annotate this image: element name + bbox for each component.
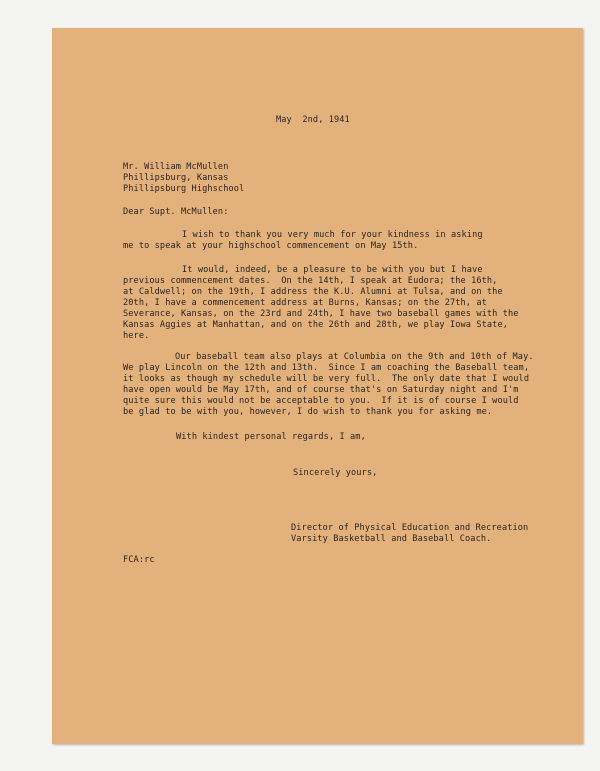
paragraph-line: here. bbox=[123, 331, 150, 341]
paragraph-line: Kansas Aggies at Manhattan, and on the 26th and 28th, we play Iowa State, bbox=[123, 320, 508, 330]
paragraph-line: We play Lincoln on the 12th and 13th. Since I am coaching the Baseball team, bbox=[123, 363, 530, 373]
signature-line: Director of Physical Education and Recreation bbox=[291, 523, 529, 533]
typist-initials: FCA:rc bbox=[123, 555, 155, 565]
regards-line: With kindest personal regards, I am, bbox=[176, 432, 366, 442]
paragraph-3 bbox=[123, 352, 534, 418]
paragraph-line: it looks as though my schedule will be very full. The only date that I would bbox=[123, 374, 530, 384]
paragraph-line: Our baseball team also plays at Columbia on the 9th and 10th of May. bbox=[175, 352, 534, 362]
paragraph-line: quite sure this would not be acceptable to you. If it is of course I would bbox=[123, 396, 519, 406]
paragraph-line: be glad to be with you, however, I do wish to thank you for asking me. bbox=[123, 407, 493, 417]
paragraph-line: Severance, Kansas, on the 23rd and 24th, I have two baseball games with the bbox=[123, 309, 519, 319]
letter-date: May 2nd, 1941 bbox=[276, 115, 350, 125]
address-line: Mr. William McMullen bbox=[123, 162, 229, 172]
address-line: Phillipsburg Highschool bbox=[123, 184, 245, 194]
paragraph-1 bbox=[123, 230, 483, 252]
paragraph-line: previous commencement dates. On the 14th, I speak at Eudora; the 16th, bbox=[123, 276, 498, 286]
address-line: Phillipsburg, Kansas bbox=[123, 173, 229, 183]
paragraph-line: at Caldwell; on the 19th, I address the K.U. Alumni at Tulsa, and on the bbox=[123, 287, 503, 297]
paragraph-line: have open would be May 17th, and of course that's on Saturday night and I'm bbox=[123, 385, 519, 395]
paragraph-line: 20th, I have a commencement address at Burns, Kansas; on the 27th, at bbox=[123, 298, 487, 308]
paragraph-2 bbox=[123, 265, 519, 342]
signature-block bbox=[291, 523, 528, 545]
recipient-address bbox=[123, 162, 244, 195]
paragraph-line: I wish to thank you very much for your kindness in asking bbox=[182, 230, 483, 240]
signature-line: Varsity Basketball and Baseball Coach. bbox=[291, 534, 492, 544]
paragraph-line: me to speak at your highschool commencement on May 15th. bbox=[123, 241, 419, 251]
paragraph-line: It would, indeed, be a pleasure to be with you but I have bbox=[182, 265, 483, 275]
closing: Sincerely yours, bbox=[293, 468, 378, 478]
salutation: Dear Supt. McMullen: bbox=[123, 207, 229, 217]
